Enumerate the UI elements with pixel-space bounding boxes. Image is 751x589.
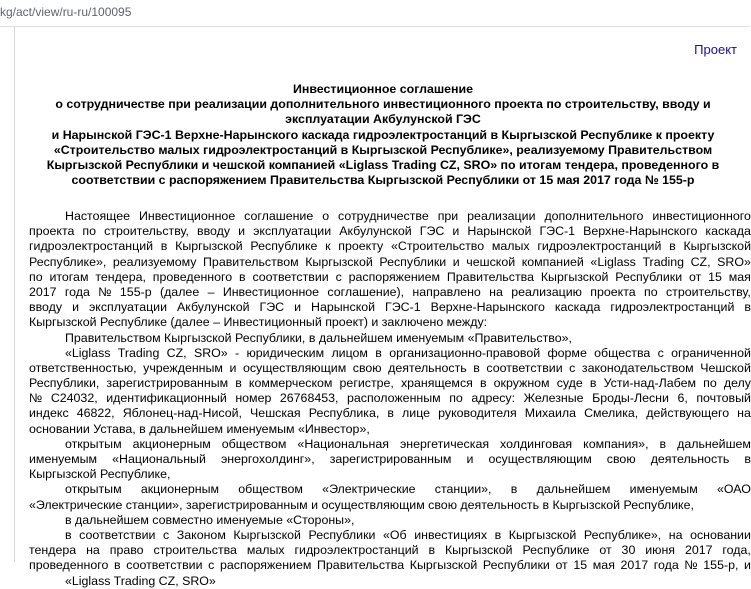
title-line: Инвестиционное соглашение (292, 82, 474, 96)
paragraph-line: тендера на право строительства малых гидроэлектростанций в Кыргызской Республике от 30 июня 2017 года, (29, 543, 751, 558)
paragraph-line: «Liglass Trading CZ, SRO» (65, 573, 216, 588)
paragraph-line: основании Устава, в дальнейшем именуемым «Инвестор», (29, 421, 370, 436)
paragraph-line: Республике», реализуемому Правительством Кыргызской Республики и чешской компанией «Liglass Trading CZ, SRO» (29, 254, 751, 269)
document-title (15, 82, 751, 188)
paragraph-line: проекта по строительству, вводу и эксплуатации Акбулунской ГЭС и Нарынской ГЭС-1 Верхне-Нарынского каскада (29, 224, 751, 239)
paragraph-line: индекс 46822, Яблонец-над-Нисой, Чешская Республика, в лице руководителя Михаила Смелика, действующего на (29, 406, 751, 421)
paragraph-line: открытым акционерным обществом «Национальная энергетическая холдинговая компания», в дальнейшем (65, 436, 751, 451)
paragraph-line: «Электрические станции», зарегистрированным и осуществляющим свою деятельность в Кыргызской Республике, (29, 497, 694, 512)
address-url[interactable]: kg/act/view/ru-ru/100095 (0, 5, 132, 19)
document-page (14, 26, 751, 588)
paragraph-line: вводу и эксплуатации Акбулунской ГЭС и Нарынской ГЭС-1 Верхне-Нарынского каскада гидроэлектростанций в (29, 300, 751, 315)
title-line: о сотрудничестве при реализации дополнительного инвестиционного проекта по строительству, вводу и (55, 97, 711, 112)
paragraph-line: гидроэлектростанций в Кыргызской Республике к проекту «Строительство малых гидроэлектростанций в Кыргызской (29, 239, 751, 254)
title-line: соответствии с распоряжением Правительства Кыргызской Республики от 15 мая 2017 года № 155-р (71, 173, 695, 188)
paragraph-line: по итогам тендера, проведенного в соответствии с распоряжением Правительства Кыргызской Республики от 15 мая (29, 269, 751, 284)
title-line: эксплуатации Акбулунской ГЭС (285, 112, 481, 127)
paragraph-line: «Liglass Trading CZ, SRO» - юридическим лицом в организационно-правовой форме общества с ограниченной (65, 345, 751, 360)
paragraph-line: в соответствии с Законом Кыргызской Республики «Об инвестициях в Кыргызской Республике», на основании (65, 527, 751, 542)
paragraph-line: Настоящее Инвестиционное соглашение о сотрудничестве при реализации дополнительного инвестиционного (65, 209, 751, 223)
paragraph-line: 2017 года № 155-р (далее – Инвестиционное соглашение), направлено на реализацию проекта по строительству, (29, 284, 751, 299)
paragraph-line: Кыргызской Республике, (29, 467, 171, 482)
paragraph-line: именуемым «Национальный энергохолдинг», зарегистрированным и осуществляющим свою деятельность в (29, 452, 751, 466)
paragraph-line: Правительством Кыргызской Республики, в дальнейшем именуемым «Правительство», (65, 330, 572, 345)
title-line: «Строительство малых гидроэлектростанций в Кыргызской Республике», реализуемому Правительством (53, 142, 713, 157)
paragraph-line: в дальнейшем совместно именуемые «Стороны», (65, 512, 355, 527)
paragraph-line: № C24032, идентификационный номер 26768453, расположенным по адресу: Железные Броды-Лесни 6, почтовый (29, 391, 751, 406)
paragraph-line: ответственностью, учрежденным и осуществляющим свою деятельность в соответствии с законодательством Чешской (29, 360, 751, 375)
paragraph-line: Республики, зарегистрированным в коммерческом регистре, хранящемся в окружном суде в Усти-над-Лабем по делу (29, 376, 751, 391)
paragraph-line: открытым акционерным обществом «Электрические станции», в дальнейшем именуемым «ОАО (65, 482, 751, 497)
address-bar[interactable] (0, 0, 750, 27)
title-line: и Нарынской ГЭС-1 Верхне-Нарынского каскада гидроэлектростанций в Кыргызской Республике к проекту (51, 127, 715, 142)
project-status-link[interactable]: Проект (694, 42, 737, 57)
paragraph-line: Кыргызской Республике (далее – Инвестиционный проект) и заключено между: (29, 315, 488, 330)
paragraph-line: проведенного в соответствии с распоряжением Правительства Кыргызской Республики от 15 мая 2017 года № 155-р, и (29, 558, 751, 573)
document-body (29, 209, 751, 589)
title-line: Кыргызской Республики и чешской компанией «Liglass Trading CZ, SRO» по итогам тендера, проведенного в (46, 158, 720, 173)
